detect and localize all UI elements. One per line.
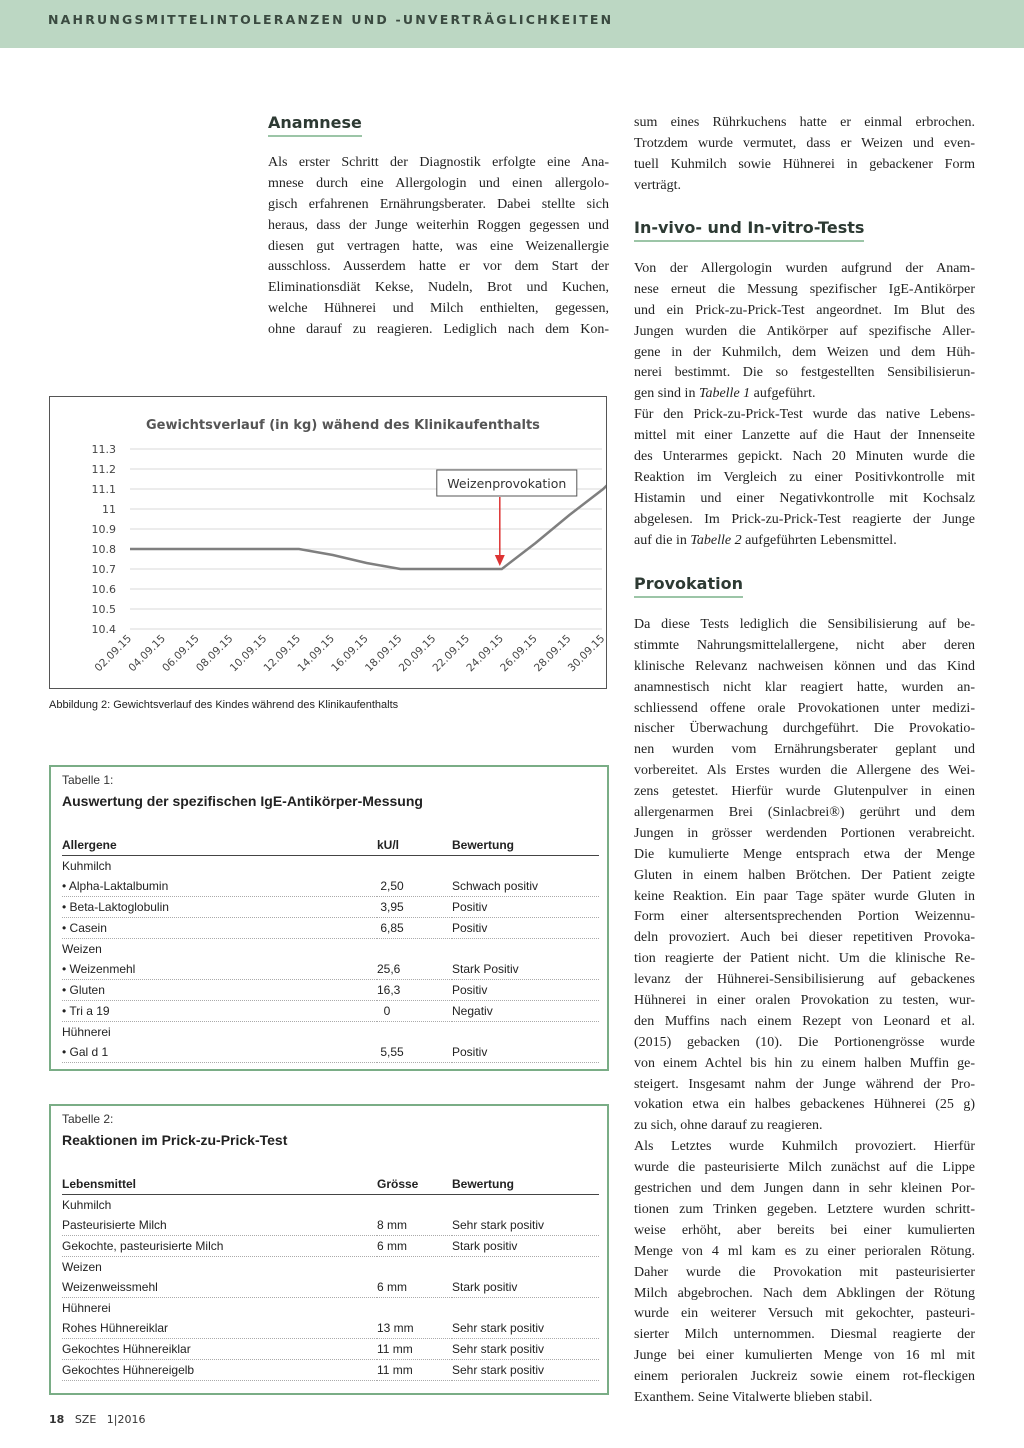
table-row [62,1360,599,1381]
provokation-text [634,615,975,1409]
text-line: abgelesen. Im Prick-zu-Prick-Test reagierte der Junge [634,511,975,527]
text-line: zens getestet. Hierfür wurde Glutenpulver in einen [634,784,975,800]
text-line: Form einer altersentsprechenden Portion Weizennu- [634,909,975,925]
ige-table [62,835,599,1063]
text-line: deln provoziert. Auch bei dieser repetitiven Provoka- [634,930,975,946]
text-line: keine Reaktion. Ein paar Tage später wurde Gluten in [634,888,975,904]
table-row [62,1215,599,1236]
cell-rating: Positiv [452,1042,599,1063]
page-footer [49,1413,145,1426]
cell-rating: Sehr stark positiv [452,1339,599,1360]
cell-name: Pasteurisierte Milch [62,1215,377,1236]
y-tick-label: 11.3 [91,443,116,456]
figure-caption: Abbildung 2: Gewichtsverlauf des Kindes während des Klinikaufenthalts [49,699,399,711]
group-row [62,939,599,960]
x-tick-label: 12.09.15 [261,632,304,675]
table-row [62,897,599,918]
text-line: anamnestisch nicht klar reagiert hatte, wurden an- [634,679,975,695]
heading-tests: In-vivo- und In-vitro-Tests [634,218,864,242]
x-tick-label: 20.09.15 [396,632,439,675]
group-label: Kuhmilch [62,1198,112,1212]
text-line: gisch erfahrenen Ernährungsberater. Dabei stellte sich [268,196,609,212]
group-label: Weizen [62,942,102,956]
x-tick-label: 24.09.15 [464,632,506,675]
text-line: Als erster Schritt der Diagnostik erfolgte eine Ana- [268,155,609,170]
text-line: stimmte Nahrungsmittelallergene, nicht aber deren [634,637,975,653]
x-tick-label: 08.09.15 [193,632,236,675]
group-row [62,1257,599,1278]
weight-line-chart [50,397,606,688]
group-label: Hühnerei [62,1301,111,1315]
text-line: nese erneut die Messung spezifischer IgE-Antikörper [634,281,975,297]
header-title: NAHRUNGSMITTELINTOLERANZEN UND -UNVERTRÄGLICHKEITEN [48,12,614,27]
table-row [62,959,599,980]
y-tick-label: 11 [102,503,116,516]
text-line: Reaktion im Vergleich zu einer Positivkontrolle mit [634,469,975,485]
text-line: weise erhöht, aber bereits bei einer kumulierten [634,1222,975,1238]
table-row [62,1001,599,1022]
text-line: und ein Prick-zu-Prick-Test angeordnet. Im Blut des [634,302,975,318]
cell-name: Gekochtes Hühnereigelb [62,1360,377,1381]
text-line: allergenarmen Brei (Sinlacbrei®) gerührt und dem [634,805,975,821]
x-tick-label: 10.09.15 [227,632,270,675]
table1-label: Tabelle 1: [62,773,114,787]
text-line: Eliminationsdiät Kekse, Nudeln, Brot und Kuchen, [268,280,609,296]
y-tick-label: 10.5 [91,603,116,616]
x-tick-label: 16.09.15 [329,632,371,675]
x-tick-label: 06.09.15 [160,632,202,675]
cell-name: Gekochtes Hühnereiklar [62,1339,377,1360]
text-line: Milch abgebrochen. Nach dem Abklingen der Rötung [634,1285,975,1301]
text-line: welche Hühnerei und Milch enthielten, gegessen, [268,301,609,317]
text-line: des Unterarmes gepickt. Nach 20 Minuten wurde die [634,449,975,465]
cell-rating: Negativ [452,1001,599,1022]
cell-rating: Stark Positiv [452,959,599,980]
cell-value: 11 mm [377,1360,452,1381]
table2-title: Reaktionen im Prick-zu-Prick-Test [62,1132,288,1148]
table2-label: Tabelle 2: [62,1112,114,1126]
y-tick-label: 10.6 [91,583,116,596]
cell-value: 25,6 [377,959,452,980]
x-tick-label: 04.09.15 [126,632,168,675]
text-line: wurde die pasteurisierte Milch zunächst auf die Lippe [634,1160,975,1176]
y-tick-label: 10.4 [91,623,116,636]
cell-value: 0 [377,1001,452,1022]
text-line: Jungen in grösser werdenden Portionen verabreicht. [634,825,975,841]
cell-name: Weizenweissmehl [62,1277,377,1298]
text-line: Gluten in einem halben Brötchen. Der Patient zeigte [634,867,975,883]
x-tick-label: 22.09.15 [430,632,473,675]
cell-name: Gekochte, pasteurisierte Milch [62,1236,377,1257]
journal-issue: 1|2016 [106,1413,146,1426]
column-header: Bewertung [452,1174,599,1195]
text-line: tionen zum Trinken gegeben. Letztere wurden schritt- [634,1201,975,1217]
tests-text [634,259,975,551]
text-line: Trotzdem wurde vermutet, dass er Weizen und even- [634,135,975,151]
cell-name: • Weizenmehl [62,959,377,980]
y-tick-label: 11.1 [91,483,116,496]
cell-value: 6 mm [377,1236,452,1257]
cell-value: 16,3 [377,980,452,1001]
text-line: gestrichen und dem Jungen dann in sehr kleinen Por- [634,1181,975,1197]
table-row [62,1339,599,1360]
cell-rating: Stark positiv [452,1236,599,1257]
table-row [62,876,599,897]
text-line: den Muffins nach einem Rezept von Leonard et al. [634,1013,975,1029]
cell-name: • Beta-Laktoglobulin [62,897,377,918]
text-line: tion reagierte der Patient nicht. Um die klinische Re- [634,951,975,967]
group-label: Weizen [62,1260,102,1274]
table2-box [49,1104,609,1395]
running-header [0,0,1024,48]
text-line: Da diese Tests lediglich die Sensibilisierung auf be- [634,617,975,632]
table-reference: Tabelle 2 [690,532,742,548]
text-line: von einem Achtel bis hin zu einem halben Muffin ge- [634,1055,975,1071]
cell-name: • Tri a 19 [62,1001,377,1022]
text-line: nischer Überwachung durchgeführt. Die Provokatio- [634,721,975,737]
text-line: Von der Allergologin wurden aufgrund der Anam- [634,261,975,276]
text-line: sierter Milch unternommen. Diesmal reagierte der [634,1327,975,1343]
text-line: Exanthem. Seine Vitalwerte blieben stabil. [634,1389,873,1405]
text-line: wurde ein weiterer Versuch mit gekochter, pasteuri- [634,1306,975,1322]
text-line: schliessend offene orale Provokationen unter medizi- [634,700,975,716]
text-line: Die kumulierte Menge entsprach etwa der Menge [634,846,975,862]
cell-value: 5,55 [377,1042,452,1063]
cell-rating: Positiv [452,980,599,1001]
cell-rating: Sehr stark positiv [452,1215,599,1236]
heading-provokation: Provokation [634,574,743,598]
y-tick-label: 10.9 [91,523,116,536]
table-row [62,980,599,1001]
column-header: Allergene [62,835,377,856]
text-line: Für den Prick-zu-Prick-Test wurde das native Lebens- [634,407,975,423]
text-line: Menge von 4 ml kam es zu einer perioralen Rötung. [634,1243,975,1259]
table-row [62,1042,599,1063]
text-line: mittel mit einer Lanzette auf die Haut der Innenseite [634,428,975,444]
annotation-label: Weizenprovokation [447,476,567,491]
table-row [62,1236,599,1257]
text-line: zu sich, ohne darauf zu reagieren. [634,1118,823,1134]
text-line: Daher wurde die Provokation mit pasteurisierter [634,1264,975,1280]
text-line: gene in der Kuhmilch, dem Weizen und dem Hüh- [634,344,975,360]
x-tick-label: 26.09.15 [498,632,540,675]
cell-value: 8 mm [377,1215,452,1236]
x-tick-label: 02.09.15 [92,632,135,675]
cell-name: • Gal d 1 [62,1042,377,1063]
text-line: heraus, dass der Junge weiterhin Roggen gegessen und [268,217,609,233]
text-line: vorbereitet. Als Erstes wurden die Allergene des Wei- [634,763,975,779]
text-line: ausschloss. Ausserdem hatte er vor dem Start der [268,259,609,275]
text-line: Hühnerei in einer oralen Provokation zu testen, wur- [634,993,975,1009]
y-tick-label: 10.7 [91,563,116,576]
table-row [62,1318,599,1339]
text-line: nen wurden vom Ernährungsberater geplant und [634,742,975,758]
cell-name: • Alpha-Laktalbumin [62,876,377,897]
x-tick-label: 30.09.15 [565,632,606,675]
cell-value: 3,95 [377,897,452,918]
cell-value: 6,85 [377,918,452,939]
cell-value: 13 mm [377,1318,452,1339]
text-line: verträgt. [634,177,682,193]
text-line: Histamin und einer Negativkontrolle mit Kochsalz [634,490,975,506]
column-header: kU/l [377,835,452,856]
table-row [62,918,599,939]
text-line: Junge bei einer kumulierten Menge von 16 ml mit [634,1348,975,1364]
x-tick-label: 18.09.15 [362,632,405,675]
weight-chart-figure [49,396,607,689]
table1-box [49,765,609,1071]
y-tick-label: 11.2 [91,463,116,476]
table1-title: Auswertung der spezifischen IgE-Antikörper-Messung [62,793,423,809]
column-header: Lebensmittel [62,1174,377,1195]
text-line: levanz der Hühnerei-Sensibilisierung auf gebackenes [634,972,975,988]
text-line: Jungen wurden die Antikörper auf spezifische Aller- [634,323,975,339]
text-line: nerei bestimmt. Die so festgestellten Sensibilisierun- [634,365,975,381]
y-tick-label: 10.8 [91,543,116,556]
cell-rating: Sehr stark positiv [452,1360,599,1381]
group-label: Hühnerei [62,1025,111,1039]
journal-name: SZE [74,1413,97,1426]
cell-value: 11 mm [377,1339,452,1360]
text-line: steigert. Insgesamt nahm der Junge während der Pro- [634,1076,975,1092]
text-line: sum eines Rührkuchens hatte er einmal erbrochen. [634,115,975,130]
group-row [62,1022,599,1043]
page-number: 18 [49,1413,65,1426]
chart-title: Gewichtsverlauf (in kg) wähend des Klinikaufenthalts [146,418,540,433]
column-header: Bewertung [452,835,599,856]
table-row [62,1277,599,1298]
text-line: ohne darauf zu reagieren. Lediglich nach dem Kon- [268,322,609,338]
column-header: Grösse [377,1174,452,1195]
x-tick-label: 14.09.15 [295,632,337,675]
text-line: (2015) gebacken (10). Die Portionengrösse wurde [634,1034,975,1050]
table-reference: Tabelle 1 [698,386,751,402]
text-line: diesen gut vertragen hatte, was eine Weizenallergie [268,238,609,254]
text-line: Als Letztes wurde Kuhmilch provoziert. Hierfür [634,1139,975,1155]
anamnese-text [268,153,609,341]
cell-rating: Positiv [452,897,599,918]
cell-name: • Casein [62,918,377,939]
cell-value: 6 mm [377,1277,452,1298]
cell-rating: Sehr stark positiv [452,1318,599,1339]
heading-anamnese: Anamnese [268,113,362,137]
cell-name: Rohes Hühnereiklar [62,1318,377,1339]
cell-name: • Gluten [62,980,377,1001]
group-row [62,856,599,877]
right-intro-text [634,113,975,197]
x-tick-label: 28.09.15 [531,632,574,675]
text-line: mnese durch eine Allergologin und einen allergolo- [268,175,609,191]
text-line: einem perioralen Juckreiz sowie einem rot-fleckigen [634,1369,975,1385]
cell-rating: Schwach positiv [452,876,599,897]
text-line: klinische Relevanz nachweisen können und das Kind [634,658,975,674]
text-line: gen sind in Tabelle 1 aufgeführt. [634,386,816,402]
cell-value: 2,50 [377,876,452,897]
text-line: vokation etwa ein halbes gebackenes Hühnerei (25 g) [634,1097,975,1113]
group-row [62,1195,599,1216]
cell-rating: Positiv [452,918,599,939]
group-label: Kuhmilch [62,859,112,873]
text-line: auf die in Tabelle 2 aufgeführten Lebensmittel. [634,532,897,548]
annotation-arrowhead [495,555,505,566]
text-line: tuell Kuhmilch sowie Hühnerei in gebackener Form [634,156,975,172]
group-row [62,1298,599,1319]
prick-test-table [62,1174,599,1381]
cell-rating: Stark positiv [452,1277,599,1298]
